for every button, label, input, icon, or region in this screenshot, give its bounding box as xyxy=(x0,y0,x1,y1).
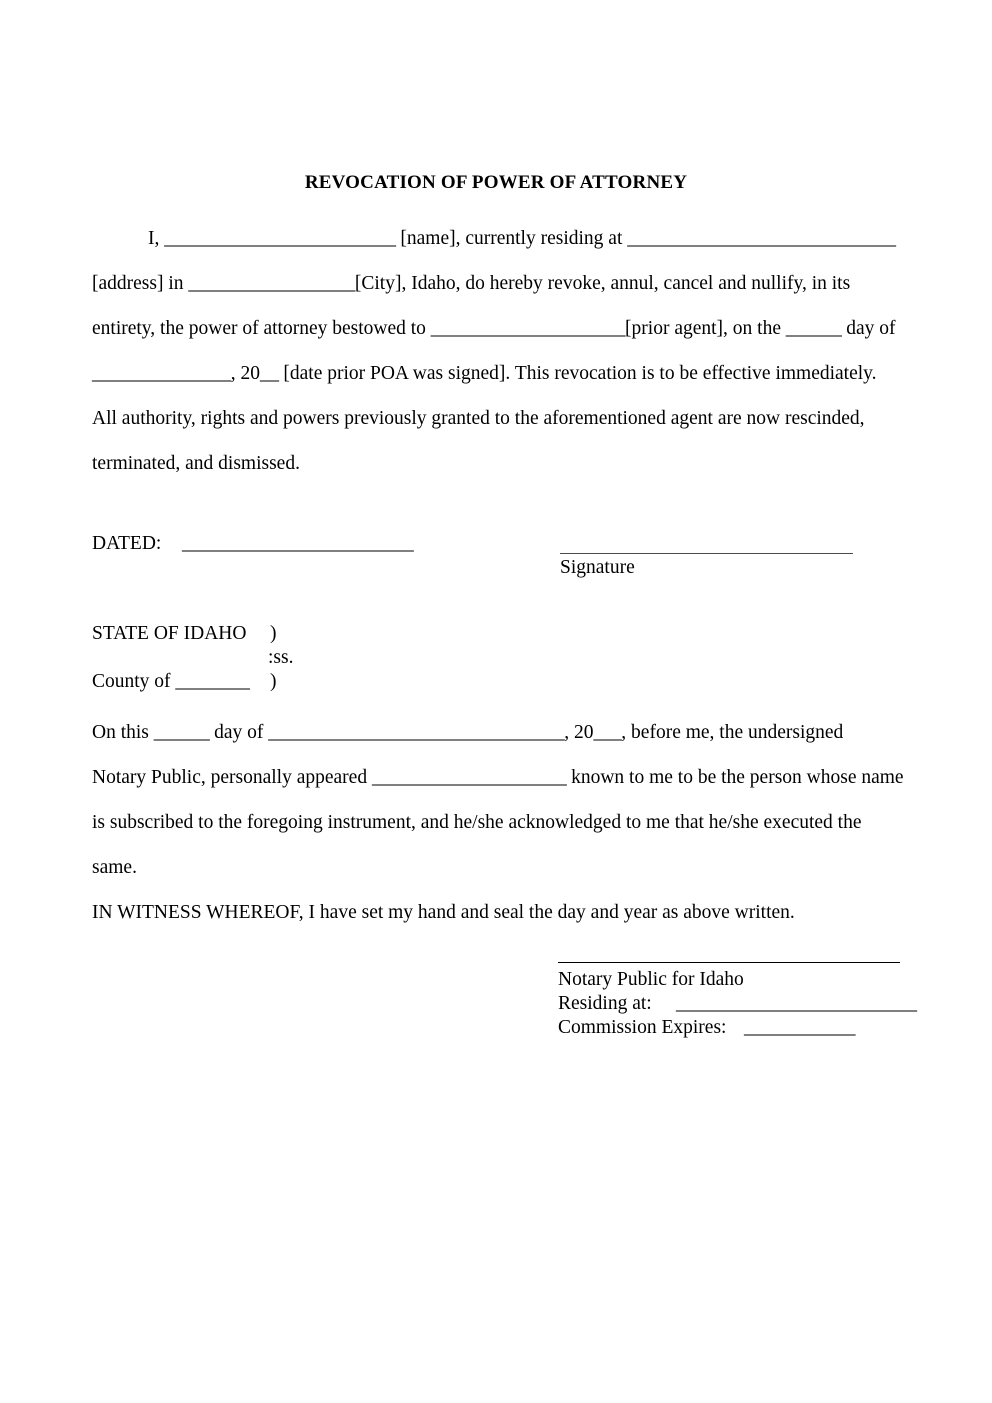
venue-ss-row xyxy=(92,646,592,670)
residing-address-blank[interactable]: _____________________________ xyxy=(627,228,896,249)
city-blank[interactable]: __________________ xyxy=(188,273,355,294)
notary-acknowledgement-paragraph xyxy=(92,710,902,935)
venue-state-row xyxy=(92,622,592,646)
notary-line-1-mid: day of xyxy=(209,722,269,743)
dated-label: DATED: xyxy=(92,533,162,554)
notary-signature-block xyxy=(558,962,917,1040)
body-line-4-post: [date prior POA was signed]. This revocation is to be effective immediately. xyxy=(278,363,877,384)
ss-label: :ss. xyxy=(268,647,294,668)
body-paragraph xyxy=(92,216,900,486)
body-line-3-pre: entirety, the power of attorney bestowed to xyxy=(92,318,431,339)
month-blank[interactable]: _______________ xyxy=(92,363,231,384)
body-line-2 xyxy=(92,261,900,306)
page-title: REVOCATION OF POWER OF ATTORNEY xyxy=(304,172,688,193)
signature-label: Signature xyxy=(560,557,635,578)
residing-blank[interactable]: __________________________ xyxy=(676,993,917,1014)
notary-line-1-mid2: , 20 xyxy=(564,722,594,743)
day-blank[interactable]: ______ xyxy=(785,318,842,339)
notary-residing-row xyxy=(558,992,917,1016)
notary-title-label: Notary Public for Idaho xyxy=(558,969,744,990)
body-line-1-pre: I, xyxy=(148,228,165,249)
body-line-2-post: [City], Idaho, do hereby revoke, annul, cancel and nullify, in its xyxy=(354,273,851,294)
notary-line-1 xyxy=(92,710,902,755)
county-blank[interactable]: ________ xyxy=(175,671,250,692)
residing-label: Residing at: xyxy=(558,993,652,1014)
notary-line-1-pre: On this xyxy=(92,722,154,743)
appeared-person-blank[interactable]: _____________________ xyxy=(371,767,567,788)
notary-year-blank[interactable]: ___ xyxy=(593,722,622,743)
year-blank[interactable]: __ xyxy=(260,363,279,384)
venue-block xyxy=(92,622,592,694)
notary-line-1-post: , before me, the undersigned xyxy=(621,722,844,743)
notary-day-blank[interactable]: ______ xyxy=(153,722,210,743)
signature-line[interactable] xyxy=(560,553,853,554)
commission-label: Commission Expires: xyxy=(558,1017,727,1038)
body-line-4 xyxy=(92,351,900,396)
body-line-6: terminated, and dismissed. xyxy=(92,453,300,474)
notary-month-blank[interactable]: ________________________________ xyxy=(268,722,565,743)
notary-line-3: is subscribed to the foregoing instrument, and he/she acknowledged to me that he/she executed the xyxy=(92,812,862,833)
notary-line-5: IN WITNESS WHEREOF, I have set my hand and seal the day and year as above written. xyxy=(92,902,795,923)
body-line-1 xyxy=(92,216,900,261)
state-label: STATE OF IDAHO xyxy=(92,623,247,644)
notary-commission-row xyxy=(558,1016,902,1040)
county-paren: ) xyxy=(270,671,277,692)
prior-agent-blank[interactable]: _____________________ xyxy=(430,318,626,339)
body-line-4-mid: , 20 xyxy=(230,363,260,384)
name-blank[interactable]: _________________________ xyxy=(164,228,396,249)
notary-line-4: same. xyxy=(92,857,137,878)
body-line-5: All authority, rights and powers previously granted to the aforementioned agent are now rescinded, xyxy=(92,408,865,429)
notary-line-2-post: known to me to be the person whose name xyxy=(566,767,904,788)
venue-county-row xyxy=(92,670,592,694)
state-paren: ) xyxy=(270,623,277,644)
body-line-3-mid: [prior agent], on the xyxy=(625,318,786,339)
notary-line-2 xyxy=(92,755,902,800)
notary-title-row xyxy=(558,968,902,992)
body-line-2-pre: [address] in xyxy=(92,273,189,294)
county-label: County of xyxy=(92,671,176,692)
notary-line-2-pre: Notary Public, personally appeared xyxy=(92,767,372,788)
dated-blank[interactable]: _________________________ xyxy=(182,533,414,554)
body-line-3 xyxy=(92,306,900,351)
notary-signature-line[interactable] xyxy=(558,962,900,963)
body-line-3-post: day of xyxy=(841,318,896,339)
dated-signature-row xyxy=(92,533,900,579)
commission-blank[interactable]: ____________ xyxy=(744,1017,855,1038)
body-line-1-mid: [name], currently residing at xyxy=(395,228,628,249)
